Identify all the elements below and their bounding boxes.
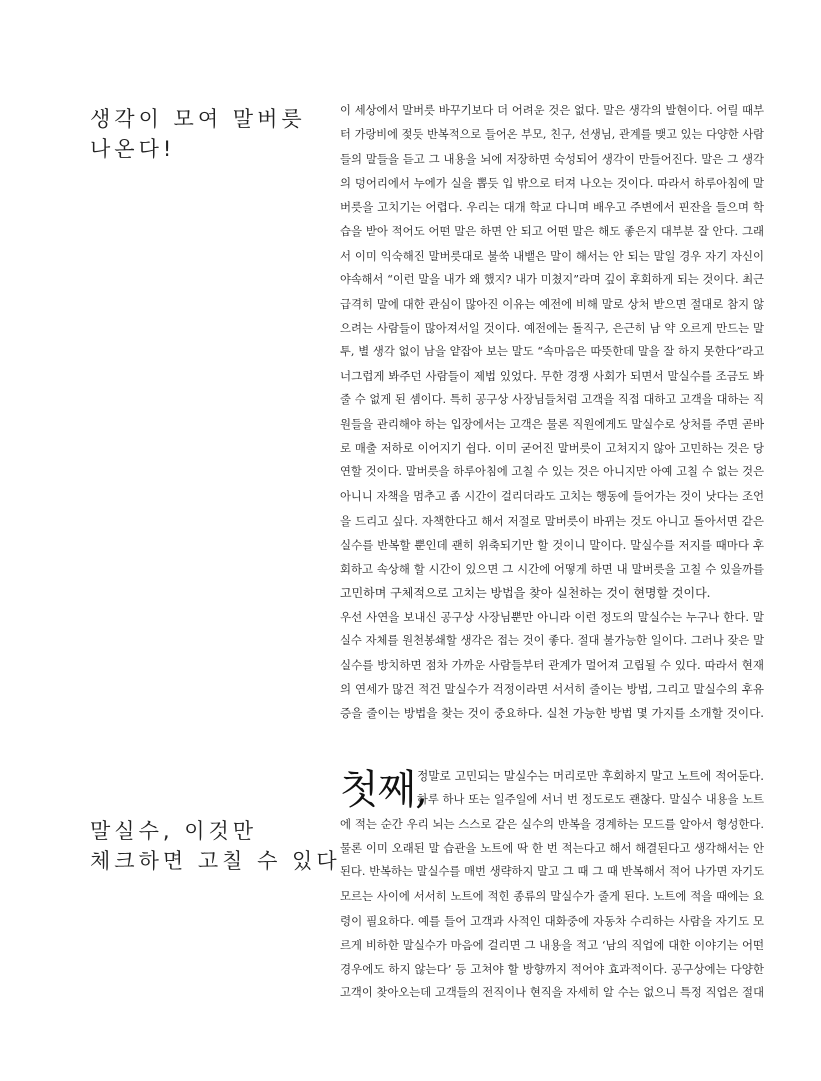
body-line: 터 가랑비에 젖듯 반복적으로 들어온 부모, 친구, 선생님, 관계를 맺고 있는 다양한 사람	[340, 128, 764, 142]
body-line: 연할 것이다. 말버릇을 하루아침에 고칠 수 있는 것은 아니지만 아예 고칠 수 없는 것은	[340, 465, 764, 479]
body-line: 물론 이미 오래된 말 습관을 노트에 딱 한 번 적는다고 해서 해결된다고 생각해서는 안	[340, 841, 764, 856]
body-line: 서 이미 익숙해진 말버릇대로 불쑥 내뱉은 말이 해서는 안 되는 말일 경우 자기 자신이	[340, 248, 764, 263]
section-2-heading	[90, 816, 341, 876]
body-line: 의 덩어리에서 누에가 실을 뽑듯 입 밖으로 터져 나오는 것이다. 따라서 하루아침에 말	[340, 176, 764, 191]
body-line: 령이 필요하다. 예를 들어 고객과 사적인 대화중에 자동차 수리하는 사람을 자기도 모	[340, 913, 764, 928]
body-line: 하루 하나 또는 일주일에 서너 번 정도로도 괜찮다. 말실수 내용을 노트	[417, 793, 764, 807]
body-line: 야속해서 “이런 말을 내가 왜 했지? 내가 미쳤지”라며 깊이 후회하게 되는 것이다. 최근	[340, 272, 764, 286]
section-2-body	[340, 764, 764, 1005]
body-line: 급격히 말에 대한 관심이 많아진 이유는 예전에 비해 말로 상처 받으면 절대로 참지 않	[340, 296, 764, 311]
body-line: 고민하며 구체적으로 고치는 방법을 찾아 실천하는 것이 현명할 것이다.	[340, 585, 711, 600]
body-line: 습을 받아 적어도 어떤 말은 하면 안 되고 어떤 말은 해도 좋은지 대부분 잘 안다. 그래	[340, 224, 764, 239]
body-line: 아니니 자책을 멈추고 좀 시간이 걸리더라도 고치는 행동에 들어가는 것이 낫다는 조언	[340, 489, 764, 503]
heading-line: 체크하면 고칠 수 있다	[90, 849, 341, 873]
heading-line: 말실수, 이것만	[90, 819, 258, 843]
body-line: 우선 사연을 보내신 공구상 사장님뿐만 아니라 이런 정도의 말실수는 누구나 한다. 말	[340, 609, 764, 624]
body-line: 실수 자체를 원천봉쇄할 생각은 접는 것이 좋다. 절대 불가능한 일이다. 그러나 잦은 말	[340, 634, 764, 648]
body-line: 회하고 속상해 할 시간이 있으면 그 시간에 어떻게 하면 내 말버릇을 고칠 수 있을까를	[340, 561, 764, 576]
dropcap-first: 첫째,	[340, 767, 427, 813]
body-line: 경우에도 하지 않는다’ 등 고쳐야 할 방향까지 적어야 효과적이다. 공구상에는 다양한	[340, 961, 764, 976]
body-line: 증을 줄이는 방법을 찾는 것이 중요하다. 실천 가능한 방법 몇 가지를 소개할 것이다.	[340, 706, 764, 721]
body-line: 들의 말들을 듣고 그 내용을 뇌에 저장하면 숙성되어 생각이 만들어진다. 말은 그 생각	[340, 152, 764, 167]
body-line: 고객이 찾아오는데 고객들의 전직이나 현직을 자세히 알 수는 없으니 특정 직업은 절대	[340, 985, 764, 999]
body-line: 정말로 고민되는 말실수는 머리로만 후회하지 말고 노트에 적어둔다.	[417, 769, 764, 783]
section-1-body	[340, 99, 764, 725]
body-line: 이 세상에서 말버릇 바꾸기보다 더 어려운 것은 없다. 말은 생각의 발현이다. 어릴 때부	[340, 104, 764, 117]
body-line: 버릇을 고치기는 어렵다. 우리는 대개 학교 다니며 배우고 주변에서 핀잔을 들으며 학	[340, 200, 764, 215]
section-1-heading	[90, 104, 306, 164]
body-line: 로 매출 저하로 이어지기 쉽다. 이미 굳어진 말버릇이 고쳐지지 않아 고민하는 것은 당	[340, 441, 764, 456]
heading-line: 나온다!	[90, 137, 176, 161]
body-line: 된다. 반복하는 말실수를 매번 생략하지 말고 그 때 그 때 반복해서 적어 나가면 자기도	[340, 865, 764, 879]
body-line: 의 연세가 많건 적건 말실수가 걱정이라면 서서히 줄이는 방법, 그리고 말실수의 후유	[340, 682, 764, 697]
body-line: 을 드리고 싶다. 자책한다고 해서 저절로 말버릇이 바뀌는 것도 아니고 돌아서면 같은	[340, 513, 764, 528]
body-line: 르게 비하한 말실수가 마음에 걸리면 그 내용을 적고 ‘남의 직업에 대한 이야기는 어떤	[340, 937, 764, 952]
body-line: 모르는 사이에 서서히 노트에 적힌 종류의 말실수가 줄게 된다. 노트에 적을 때에는 요	[340, 889, 764, 904]
body-line: 너그럽게 봐주던 사람들이 제법 있었다. 무한 경쟁 사회가 되면서 말실수를 조금도 봐	[340, 369, 764, 384]
body-line: 원들을 관리해야 하는 입장에서는 고객은 물론 직원에게도 말실수로 상처를 주면 곧바	[340, 417, 764, 432]
heading-line: 생각이 모여 말버릇	[90, 107, 306, 131]
body-line: 줄 수 없게 된 셈이다. 특히 공구상 사장님들처럼 고객을 직접 대하고 고객을 대하는 직	[340, 393, 764, 407]
body-line: 실수를 방치하면 점차 가까운 사람들부터 관계가 멀어져 고립될 수 있다. 따라서 현재	[340, 658, 764, 673]
body-line: 실수를 반복할 뿐인데 괜히 위축되기만 할 것이니 말이다. 말실수를 저지를 때마다 후	[340, 537, 764, 552]
body-line: 투, 별 생각 없이 남을 얕잡아 보는 말도 “속마음은 따뜻한데 말을 잘 하지 못한다”라고	[340, 344, 764, 358]
body-line: 에 적는 순간 우리 뇌는 스스로 같은 실수의 반복을 경계하는 모드를 알아서 형성한다.	[340, 817, 764, 832]
body-line: 으려는 사람들이 많아져서일 것이다. 예전에는 돌직구, 은근히 남 약 오르게 만드는 말	[340, 320, 764, 335]
